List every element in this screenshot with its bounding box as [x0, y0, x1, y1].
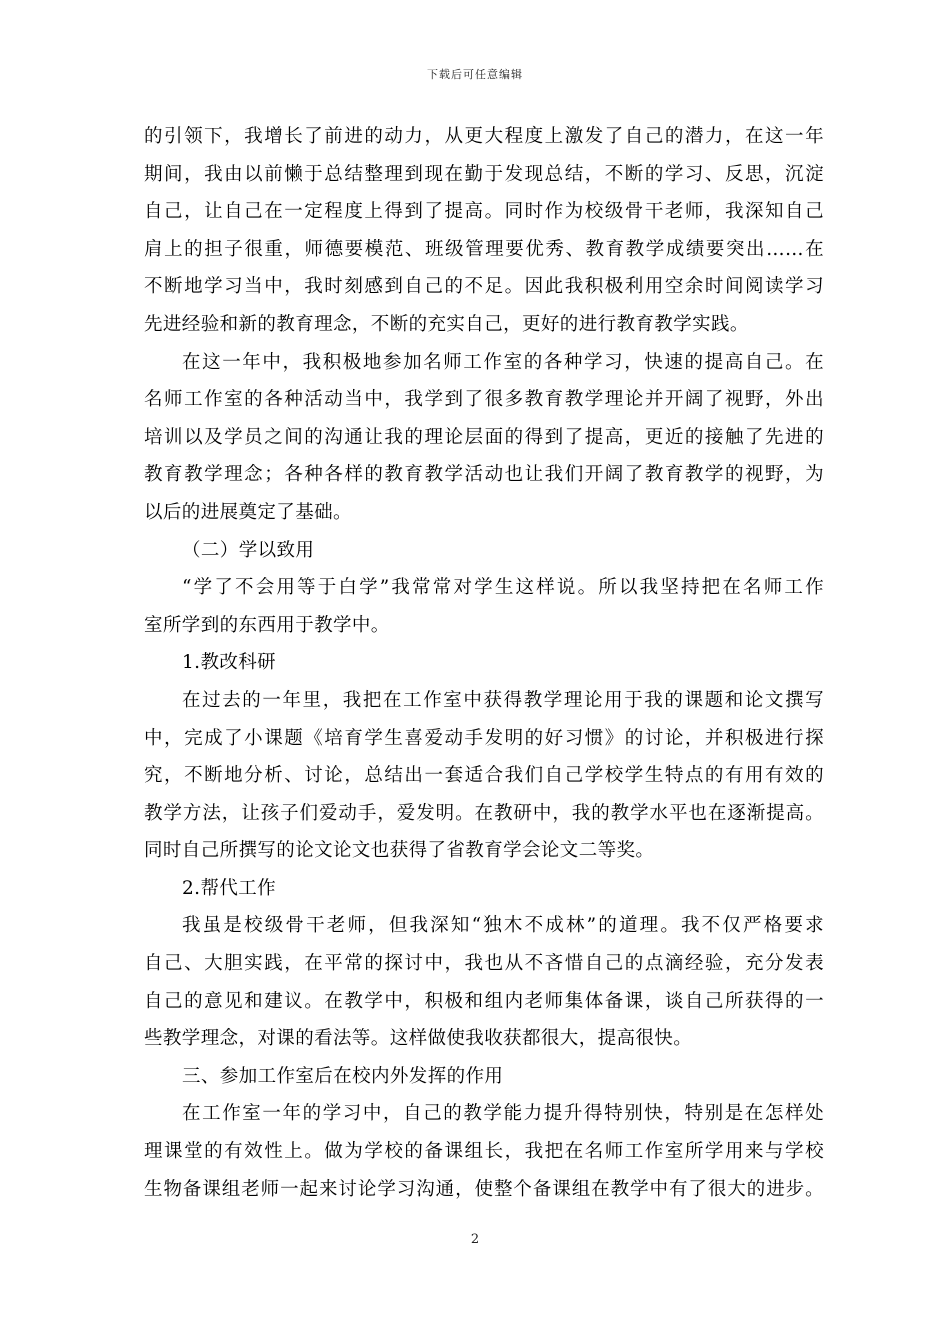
text-line: 三、参加工作室后在校内外发挥的作用 — [182, 1065, 504, 1087]
text-line: 以后的进展奠定了基础。 — [144, 501, 352, 523]
text-line: 在工作室一年的学习中，自己的教学能力提升得特别快，特别是在怎样处 — [182, 1103, 824, 1125]
text-line: 生物备课组老师一起来讨论学习沟通，使整个备课组在教学中有了很大的进步。 — [144, 1178, 824, 1200]
text-line: 肩上的担子很重，师德要模范、班级管理要优秀、教育教学成绩要突出……在 — [144, 238, 824, 260]
text-line: 先进经验和新的教育理念，不断的充实自己，更好的进行教育教学实践。 — [144, 313, 749, 335]
text-line: 理课堂的有效性上。做为学校的备课组长，我把在名师工作室所学用来与学校 — [144, 1141, 824, 1163]
text-line: 不断地学习当中，我时刻感到自己的不足。因此我积极利用空余时间阅读学习 — [144, 276, 824, 298]
text-line: 自己的意见和建议。在教学中，积极和组内老师集体备课，谈自己所获得的一 — [144, 990, 824, 1012]
text-line: 2.帮代工作 — [182, 877, 277, 899]
text-line: 自己、大胆实践，在平常的探讨中，我也从不吝惜自己的点滴经验，充分发表 — [144, 953, 824, 975]
document-body — [144, 118, 824, 1208]
text-line: 1.教改科研 — [182, 652, 277, 674]
text-line: 教学方法，让孩子们爱动手，爱发明。在教研中，我的教学水平也在逐渐提高。 — [144, 802, 824, 824]
text-line: 自己，让自己在一定程度上得到了提高。同时作为校级骨干老师，我深知自己 — [144, 201, 824, 223]
text-line: （二）学以致用 — [182, 539, 315, 561]
text-line: 究，不断地分析、讨论，总结出一套适合我们自己学校学生特点的有用有效的 — [144, 765, 824, 787]
page-number: 2 — [470, 1232, 480, 1247]
text-line: 的引领下，我增长了前进的动力，从更大程度上激发了自己的潜力，在这一年 — [144, 126, 824, 147]
page-header: 下载后可任意编辑 — [427, 68, 523, 81]
text-line: 教育教学理念；各种各样的教育教学活动也让我们开阔了教育教学的视野，为 — [144, 464, 824, 486]
text-line: 在这一年中，我积极地参加名师工作室的各种学习，快速的提高自己。在 — [182, 351, 824, 373]
text-line: 些教学理念，对课的看法等。这样做使我收获都很大，提高很快。 — [144, 1028, 693, 1050]
text-line: 我虽是校级骨干老师，但我深知“独木不成林”的道理。我不仅严格要求 — [182, 915, 824, 937]
text-line: 同时自己所撰写的论文论文也获得了省教育学会论文二等奖。 — [144, 840, 655, 862]
text-line: 期间，我由以前懒于总结整理到现在勤于发现总结，不断的学习、反思，沉淀 — [144, 163, 824, 185]
text-line: 中，完成了小课题《培育学生喜爱动手发明的好习惯》的讨论，并积极进行探 — [144, 727, 824, 749]
text-line: 名师工作室的各种活动当中，我学到了很多教育教学理论并开阔了视野，外出 — [144, 389, 824, 411]
text-line: 在过去的一年里，我把在工作室中获得教学理论用于我的课题和论文撰写 — [182, 689, 824, 711]
text-line: “学了不会用等于白学”我常常对学生这样说。所以我坚持把在名师工作 — [182, 577, 824, 599]
text-line: 培训以及学员之间的沟通让我的理论层面的得到了提高，更近的接触了先进的 — [144, 426, 824, 448]
text-line: 室所学到的东西用于教学中。 — [144, 614, 390, 636]
